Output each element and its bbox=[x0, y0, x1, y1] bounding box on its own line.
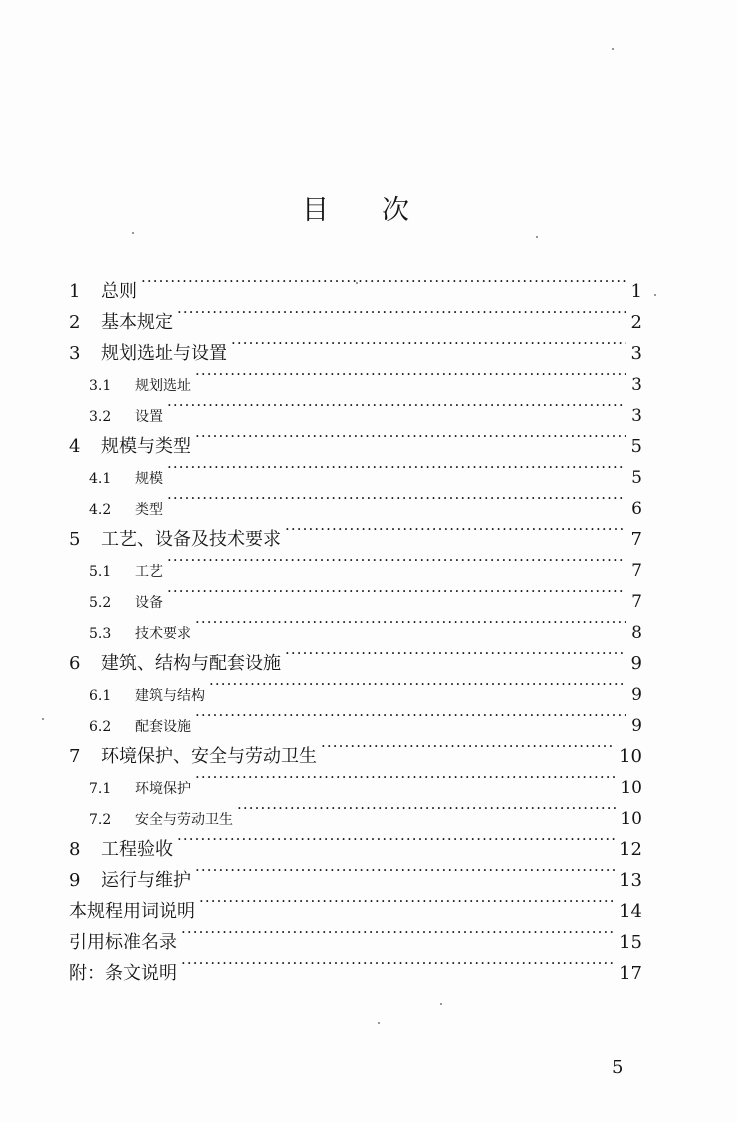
toc-entry-number: 6.2 bbox=[89, 719, 112, 735]
toc-entry-page: 5 bbox=[631, 468, 642, 488]
scan-speck bbox=[536, 236, 538, 238]
toc-entry-number: 3 bbox=[69, 343, 81, 364]
toc-entry-title: 环境保护、安全与劳动卫生 bbox=[101, 746, 317, 767]
toc-entry-number: 3.2 bbox=[89, 409, 112, 425]
toc-entry-page: 13 bbox=[619, 870, 642, 891]
toc-entry-number: 5.3 bbox=[89, 626, 112, 642]
toc-entry-title: 引用标准名录 bbox=[69, 932, 177, 953]
toc-entry-number: 7.2 bbox=[89, 812, 112, 828]
toc-entry-title: 类型 bbox=[135, 502, 163, 518]
dot-leader bbox=[237, 793, 616, 824]
toc-entry-title: 技术要求 bbox=[135, 626, 191, 642]
toc-entry-page: 10 bbox=[619, 746, 642, 767]
toc-entry-number: 2 bbox=[69, 312, 81, 333]
toc-entry-title: 建筑、结构与配套设施 bbox=[101, 653, 281, 674]
toc-entry-title: 规划选址 bbox=[135, 378, 191, 394]
toc-entry-number: 4 bbox=[69, 436, 81, 457]
title-char-1: 目 bbox=[302, 195, 329, 226]
toc-entry-page: 3 bbox=[631, 406, 642, 426]
toc-entry-title: 工艺、设备及技术要求 bbox=[101, 529, 281, 550]
toc-entry-page: 8 bbox=[631, 623, 642, 643]
toc-entry-page: 6 bbox=[631, 499, 642, 519]
toc-entry-page: 15 bbox=[619, 932, 642, 953]
toc-entry-page: 1 bbox=[630, 281, 642, 302]
toc-entry-title: 规模 bbox=[135, 471, 163, 487]
toc-entry-number: 3.1 bbox=[89, 378, 112, 394]
toc-entry-page: 9 bbox=[630, 653, 642, 674]
toc-entry-title: 附：条文说明 bbox=[69, 963, 177, 984]
scan-speck bbox=[132, 232, 134, 234]
toc-entry-page: 3 bbox=[630, 343, 642, 364]
dot-leader bbox=[177, 824, 615, 855]
dot-leader bbox=[167, 576, 626, 607]
dot-leader bbox=[285, 638, 626, 669]
toc-entry-number: 7.1 bbox=[89, 781, 112, 797]
toc-entry-title: 工艺 bbox=[135, 564, 163, 580]
dot-leader bbox=[285, 514, 626, 545]
dot-leader bbox=[209, 669, 626, 700]
toc-entry-number: 4.2 bbox=[89, 502, 112, 518]
toc-entry-number: 7 bbox=[69, 746, 81, 767]
toc-entry-title: 设置 bbox=[135, 409, 163, 425]
scan-speck bbox=[378, 1022, 380, 1024]
dot-leader bbox=[167, 545, 626, 576]
scan-speck bbox=[654, 294, 656, 296]
toc-entry-page: 17 bbox=[619, 963, 642, 984]
toc-entry-title: 配套设施 bbox=[135, 719, 191, 735]
scan-speck bbox=[42, 718, 44, 720]
dot-leader bbox=[167, 452, 626, 483]
toc-entry-page: 7 bbox=[630, 529, 642, 550]
scan-speck bbox=[440, 1003, 442, 1005]
toc-entry-page: 10 bbox=[620, 809, 642, 829]
dot-leader bbox=[195, 855, 615, 886]
toc-entry-title: 规划选址与设置 bbox=[101, 343, 227, 364]
toc-entry-title: 运行与维护 bbox=[101, 870, 191, 891]
dot-leader bbox=[167, 390, 626, 421]
toc-entry-title: 安全与劳动卫生 bbox=[135, 812, 233, 828]
scan-speck bbox=[356, 282, 358, 284]
toc-entry-page: 5 bbox=[630, 436, 642, 457]
dot-leader bbox=[231, 328, 626, 359]
toc-entry-number: 6 bbox=[69, 653, 81, 674]
dot-leader bbox=[195, 359, 626, 390]
toc-entry-page: 14 bbox=[619, 901, 642, 922]
dot-leader bbox=[195, 421, 626, 452]
toc-entry-page: 12 bbox=[619, 839, 642, 860]
toc-entry-page: 7 bbox=[631, 561, 642, 581]
toc-entry-title: 基本规定 bbox=[101, 312, 173, 333]
dot-leader bbox=[195, 607, 626, 638]
toc-entry-page: 10 bbox=[620, 778, 642, 798]
page-number: 5 bbox=[612, 1057, 624, 1078]
toc-entry-title: 建筑与结构 bbox=[135, 688, 205, 704]
dot-leader bbox=[199, 886, 615, 917]
scan-speck bbox=[612, 48, 614, 50]
dot-leader bbox=[141, 266, 626, 297]
dot-leader bbox=[321, 731, 615, 762]
toc-entry-title: 设备 bbox=[135, 595, 163, 611]
dot-leader bbox=[167, 483, 626, 514]
title-char-2: 次 bbox=[382, 195, 409, 226]
toc-entry-title: 本规程用词说明 bbox=[69, 901, 195, 922]
toc-entry-number: 6.1 bbox=[89, 688, 112, 704]
toc-entry-number: 5.1 bbox=[89, 564, 112, 580]
dot-leader bbox=[181, 917, 615, 948]
toc-entry-page: 9 bbox=[631, 685, 642, 705]
dot-leader bbox=[195, 762, 616, 793]
dot-leader bbox=[195, 700, 626, 731]
toc-entry-page: 7 bbox=[631, 592, 642, 612]
toc-entry-number: 9 bbox=[69, 870, 81, 891]
toc-entry-title: 工程验收 bbox=[101, 839, 173, 860]
table-of-contents bbox=[69, 266, 642, 984]
toc-entry-title: 总则 bbox=[101, 281, 137, 302]
toc-entry-number: 5.2 bbox=[89, 595, 112, 611]
dot-leader bbox=[181, 948, 615, 979]
toc-entry-title: 规模与类型 bbox=[101, 436, 191, 457]
toc-entry-number: 5 bbox=[69, 529, 81, 550]
toc-entry-page: 3 bbox=[631, 375, 642, 395]
toc-entry-page: 9 bbox=[631, 716, 642, 736]
toc-entry-number: 8 bbox=[69, 839, 81, 860]
dot-leader bbox=[177, 297, 626, 328]
toc-entry-title: 环境保护 bbox=[135, 781, 191, 797]
toc-entry-number: 1 bbox=[69, 281, 81, 302]
toc-entry-number: 4.1 bbox=[89, 471, 112, 487]
toc-entry bbox=[69, 297, 642, 333]
toc-entry-page: 2 bbox=[630, 312, 642, 333]
